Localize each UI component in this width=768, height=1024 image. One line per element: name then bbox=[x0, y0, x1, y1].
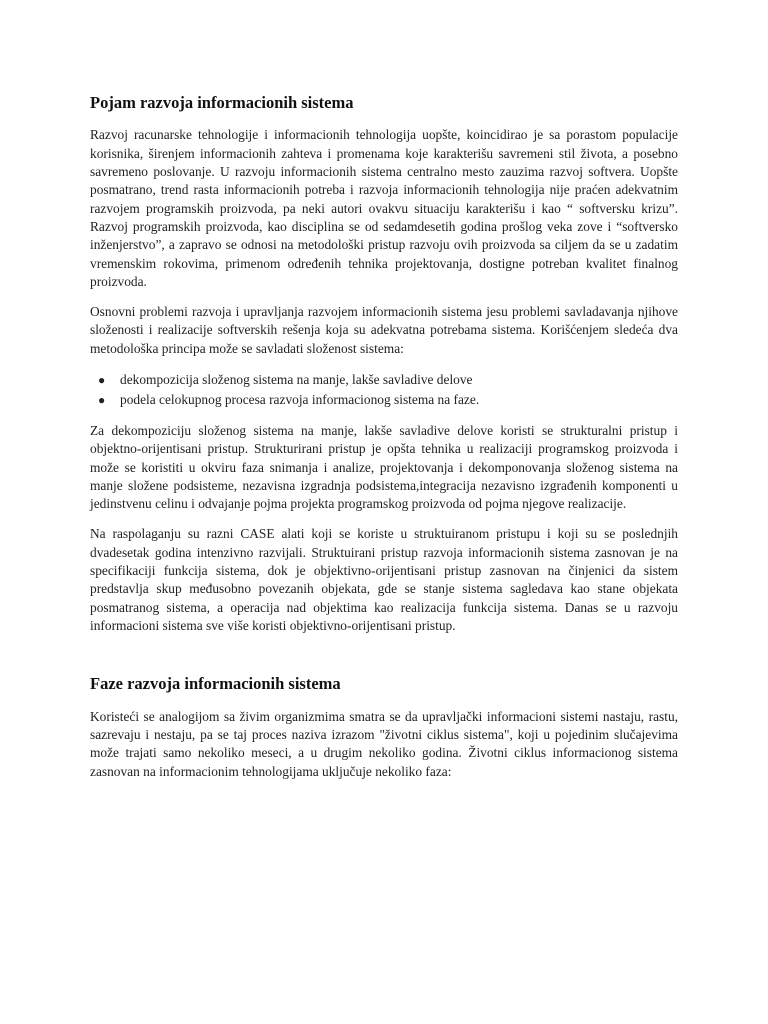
paragraph-zivotni-ciklus: Koristeći se analogijom sa živim organizmima smatra se da upravljački informacioni sistemi nastaju, rastu, sazrevaju i nestaju, pa se taj proces naziva izrazom "životni ciklus sistema", koji u pojedinim slučajevima može trajati samo nekoliko meseci, a u drugim nekoliko godina. Životni ciklus informacionog sistema zasnovan na informacionim tehnologijama uključuje nekoliko faza: bbox=[90, 708, 678, 779]
paragraph-dekompozicija: Za dekompoziciju složenog sistema na manje, lakše savladive delove koristi se strukturalni pristup i objektno-orijentisani pristup. Strukturirani pristup je opšta tehnika u realizaciji programskog proizvoda i može se koristiti u okviru faza snimanja i analize, projektovanja i dekomponovanja složenog sistema na manje složene podsisteme, nezavisna izgradnja podsistema,integracija nezavisno izgrađenih komponenti u jedinstvenu celinu i odvajanje pojma projekta programskog proizvoda od pojma njegove realizacije. bbox=[90, 423, 678, 512]
section-heading-pojam: Pojam razvoja informacionih sistema bbox=[90, 93, 354, 112]
paragraph-osnovni-problemi: Osnovni problemi razvoja i upravljanja razvojem informacionih sistema jesu problemi savladavanja njihove složenosti i realizacije softverskih rešenja koja su adekvatna potrebama sistema. Korišćenjem sledeća dva metodološka principa može se savladati složenost sistema: bbox=[90, 304, 678, 356]
list-item bbox=[98, 370, 678, 390]
bullet-icon: ● bbox=[98, 373, 106, 387]
bullet-icon: ● bbox=[98, 393, 106, 407]
paragraph-case-alati: Na raspolaganju su razni CASE alati koji se koriste u struktuiranom pristupu i koji su se poslednjih dvadesetak godina intenzivno razvijali. Struktuirani pristup razvoja informacionih sistema zasnovan je na specifikaciji funkcija sistema, dok je objektivno-orijentisani pristup zasnovan na činjenici da sistem predstavlja skup međusobno povezanih objekata, gde se stanje sistema sagledava kao stane objekata posmatranog sistema, a operacija nad objektima kao realizacija funkcija sistema. Danas se u razvoju informacioni sistema sve više koristi objektivno-orijentisani pristup. bbox=[90, 526, 678, 633]
paragraph-razvoj: Razvoj racunarske tehnologije i informacionih tehnologija uopšte, koincidirao je sa porastom populacije korisnika, širenjem informacionih zahteva i promenama koje karakterišu savremeni stil života, a posebno savremeno poslovanje. U razvoju informacionih sistema centralno mesto zauzima razvoj softvera. Uopšte posmatrano, trend rasta informacionih potreba i razvoja informacionih tehnologija nije praćen adekvatnim razvojem programskih proizvoda, pa neki autori ovakvu situaciju karakterišu i kao “ softversku krizu”. Razvoj programskih proizvoda, kao disciplina se od sedamdesetih godina prošlog veka zove i “softversko inženjerstvo”, a zapravo se odnosi na metodološki pristup razvoju ovih proizvoda sa ciljem da se u zadatim vremenskim rokovima, primenom određenih tehnika projektovanja, dostigne potreban kvalitet finalnog proizvoda. bbox=[90, 127, 678, 289]
list-item-text: podela celokupnog procesa razvoja informacionog sistema na faze. bbox=[120, 392, 480, 407]
principles-list bbox=[90, 370, 678, 410]
list-item bbox=[98, 390, 678, 410]
document-page bbox=[90, 92, 678, 793]
section-heading-faze: Faze razvoja informacionih sistema bbox=[90, 674, 341, 694]
list-item-text: dekompozicija složenog sistema na manje, lakše savladive delove bbox=[120, 372, 473, 387]
